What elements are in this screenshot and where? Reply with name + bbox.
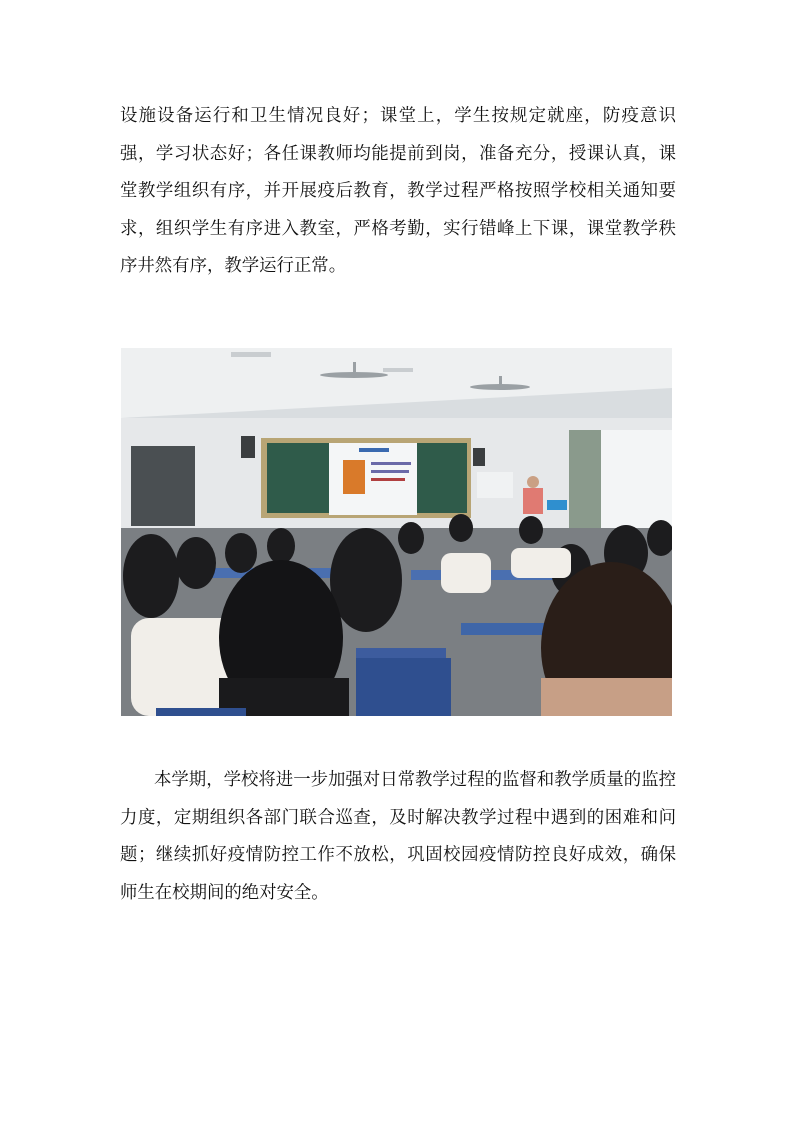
body-paragraph-2: 本学期，学校将进一步加强对日常教学过程的监督和教学质量的监控力度，定期组织各部门联合巡查，及时解决教学过程中遇到的困难和问题；继续抓好疫情防控工作不放松，巩固校园疫情防控良好成效，确保师生在校期间的绝对安全。: [120, 770, 676, 903]
classroom-photo: [121, 348, 672, 716]
body-paragraph-1: 设施设备运行和卫生情况良好；课堂上，学生按规定就座，防疫意识强，学习状态好；各任课教师均能提前到岗，准备充分，授课认真，课堂教学组织有序，并开展疫后教育，教学过程严格按照学校相关通知要求，组织学生有序进入教室，严格考勤，实行错峰上下课，课堂教学秩序井然有序，教学运行正常。: [120, 106, 676, 276]
